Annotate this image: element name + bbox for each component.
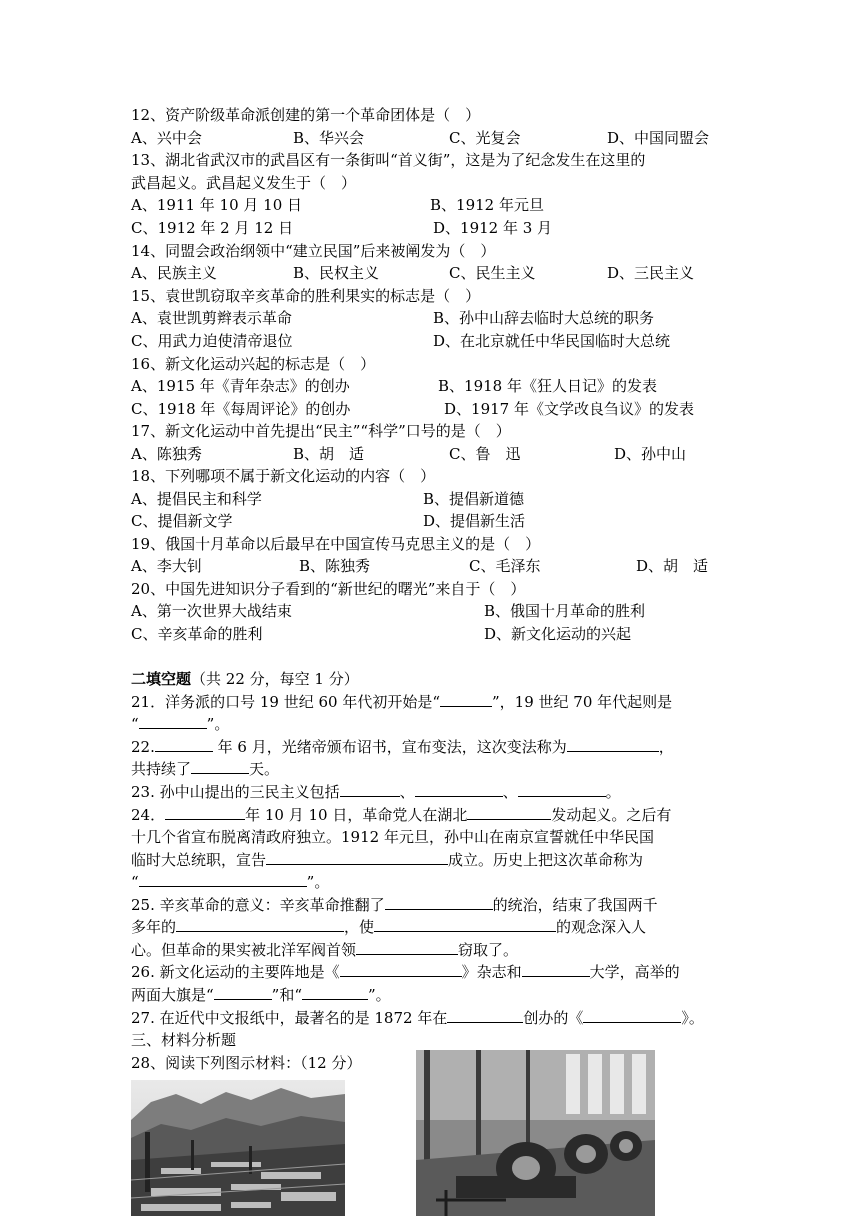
question-24	[131, 804, 671, 826]
q13-option-a: A、1911 年 10 月 10 日	[131, 196, 303, 214]
section-2-note: （共 22 分，每空 1 分）	[191, 670, 359, 688]
q24-blank-4[interactable]	[139, 871, 307, 887]
q27-text-2: 创办的《	[523, 1009, 584, 1027]
question-14: 14、同盟会政治纲领中“建立民国”后来被阐发为（ ）	[131, 242, 496, 260]
q25-text-5: 的观念深入人	[556, 918, 647, 936]
q24-text-7: ”。	[306, 873, 330, 891]
question-26-line2	[131, 984, 391, 1006]
q23-blank-3[interactable]	[518, 781, 606, 797]
q24-text-2: 年 10 月 10 日，革命党人在湖北	[245, 806, 468, 824]
q25-blank-4[interactable]	[356, 939, 458, 955]
q23-blank-1[interactable]	[340, 781, 400, 797]
q13-option-b: B、1912 年元旦	[430, 196, 544, 214]
factory-machinery-photo	[416, 1050, 655, 1216]
question-24-line4	[131, 871, 329, 893]
q19-option-d: D、胡 适	[636, 557, 709, 575]
question-21-cont	[131, 713, 229, 735]
q26-text-3: 大学，高举的	[589, 963, 680, 981]
q26-blank-4[interactable]	[302, 984, 368, 1000]
q14-option-d: D、三民主义	[607, 264, 695, 282]
q17-option-c: C、鲁 迅	[449, 445, 521, 463]
q19-option-c: C、毛泽东	[469, 557, 541, 575]
q17-option-d: D、孙中山	[614, 445, 687, 463]
section-2-heading	[131, 668, 359, 690]
q23-text-1: 23. 孙中山提出的三民主义包括	[131, 783, 340, 801]
q25-text-3: 多年的	[131, 918, 177, 936]
q26-blank-1[interactable]	[340, 961, 462, 977]
question-25-line3	[131, 939, 518, 961]
q26-blank-3[interactable]	[214, 984, 272, 1000]
q17-option-a: A、陈独秀	[131, 445, 202, 463]
q15-option-a: A、袁世凯剪辫表示革命	[131, 309, 292, 327]
q26-blank-2[interactable]	[522, 961, 590, 977]
q15-option-c: C、用武力迫使清帝退位	[131, 332, 293, 350]
q21-text-2: ”，19 世纪 70 年代起则是	[492, 693, 673, 711]
q24-blank-3[interactable]	[266, 849, 448, 865]
q26-text-6: ”。	[368, 986, 391, 1004]
q21-blank-1[interactable]	[440, 691, 492, 707]
q21-blank-2[interactable]	[139, 713, 207, 729]
q13-option-c: C、1912 年 2 月 12 日	[131, 219, 294, 237]
q24-text-4: 临时大总统职，宣告	[131, 851, 267, 869]
q25-text-2: 的统治，结束了我国两千	[492, 896, 658, 914]
q21-text-1: 21．洋务派的口号 19 世纪 60 年代初开始是“	[131, 693, 441, 711]
q23-blank-2[interactable]	[415, 781, 503, 797]
q16-option-d: D、1917 年《文学改良刍议》的发表	[444, 400, 694, 418]
question-27	[131, 1007, 704, 1029]
q12-option-a: A、兴中会	[131, 129, 202, 147]
q24-blank-1[interactable]	[165, 804, 245, 820]
q19-option-b: B、陈独秀	[299, 557, 371, 575]
q22-text-5: 天。	[249, 760, 280, 778]
q18-option-a: A、提倡民主和科学	[131, 490, 262, 508]
q23-text-2: 、	[399, 783, 415, 801]
section-3-heading: 三、材料分析题	[131, 1031, 237, 1049]
q27-blank-2[interactable]	[583, 1007, 681, 1023]
q18-option-d: D、提倡新生活	[423, 512, 526, 530]
q16-option-a: A、1915 年《青年杂志》的创办	[131, 377, 350, 395]
q24-text-5: 成立。历史上把这次革命称为	[448, 851, 644, 869]
q18-option-b: B、提倡新道德	[423, 490, 525, 508]
q20-option-d: D、新文化运动的兴起	[484, 625, 632, 643]
q14-option-c: C、民生主义	[449, 264, 536, 282]
question-25	[131, 894, 658, 916]
q26-text-1: 26. 新文化运动的主要阵地是《	[131, 963, 340, 981]
q21-text-4: ”。	[206, 715, 230, 733]
q25-blank-2[interactable]	[176, 916, 344, 932]
question-12: 12、资产阶级革命派创建的第一个革命团体是（ ）	[131, 106, 481, 124]
q25-text-6: 心。但革命的果实被北洋军阀首领	[131, 941, 357, 959]
q20-option-a: A、第一次世界大战结束	[131, 602, 292, 620]
q24-text-1: 24．	[131, 806, 166, 824]
q16-option-c: C、1918 年《每周评论》的创办	[131, 400, 351, 418]
question-17: 17、新文化运动中首先提出“民主”“科学”口号的是（ ）	[131, 422, 511, 440]
q22-text-1: 22.	[131, 738, 155, 756]
q27-blank-1[interactable]	[447, 1007, 523, 1023]
q15-option-d: D、在北京就任中华民国临时大总统	[433, 332, 671, 350]
q25-blank-3[interactable]	[374, 916, 556, 932]
q25-blank-1[interactable]	[385, 894, 493, 910]
q19-option-a: A、李大钊	[131, 557, 202, 575]
q26-text-5: ”和“	[271, 986, 303, 1004]
q17-option-b: B、胡 适	[293, 445, 365, 463]
hanyang-ironworks-photo	[131, 1080, 345, 1216]
question-15: 15、袁世凯窃取辛亥革命的胜利果实的标志是（ ）	[131, 287, 481, 305]
q22-text-3: ，	[658, 738, 674, 756]
q25-text-4: ，使	[344, 918, 375, 936]
q22-text-4: 共持续了	[131, 760, 192, 778]
question-18: 18、下列哪项不属于新文化运动的内容（ ）	[131, 467, 436, 485]
q22-blank-1[interactable]	[155, 736, 213, 752]
q26-text-2: 》杂志和	[461, 963, 522, 981]
question-21	[131, 691, 672, 713]
question-26	[131, 961, 680, 983]
q24-text-6: “	[131, 873, 139, 891]
q12-option-b: B、华兴会	[293, 129, 365, 147]
q18-option-c: C、提倡新文学	[131, 512, 233, 530]
q23-text-3: 、	[502, 783, 518, 801]
question-20: 20、中国先进知识分子看到的“新世纪的曙光”来自于（ ）	[131, 580, 526, 598]
q21-text-3: “	[131, 715, 139, 733]
question-25-line2	[131, 916, 646, 938]
question-24-line3	[131, 849, 643, 871]
q26-text-4: 两面大旗是“	[131, 986, 214, 1004]
q20-option-c: C、辛亥革命的胜利	[131, 625, 263, 643]
q25-text-1: 25. 辛亥革命的意义：辛亥革命推翻了	[131, 896, 385, 914]
q12-option-c: C、光复会	[449, 129, 521, 147]
q24-blank-2[interactable]	[467, 804, 551, 820]
question-16: 16、新文化运动兴起的标志是（ ）	[131, 355, 376, 373]
question-23	[131, 781, 621, 803]
q13-option-d: D、1912 年 3 月	[433, 219, 553, 237]
q27-text-1: 27. 在近代中文报纸中，最著名的是 1872 年在	[131, 1009, 448, 1027]
q22-blank-2[interactable]	[567, 736, 659, 752]
q14-option-a: A、民族主义	[131, 264, 217, 282]
q22-blank-3[interactable]	[191, 758, 249, 774]
question-13: 13、湖北省武汉市的武昌区有一条街叫“首义街”，这是为了纪念发生在这里的	[131, 151, 646, 169]
question-22-cont	[131, 758, 279, 780]
question-13-cont: 武昌起义。武昌起义发生于（ ）	[131, 174, 357, 192]
q20-option-b: B、俄国十月革命的胜利	[484, 602, 646, 620]
q12-option-d: D、中国同盟会	[607, 129, 710, 147]
q27-text-3: 》。	[681, 1009, 704, 1027]
question-28: 28、阅读下列图示材料：（12 分）	[131, 1054, 362, 1072]
section-2-title: 二填空题	[131, 670, 192, 688]
q25-text-7: 窃取了。	[458, 941, 519, 959]
q16-option-b: B、1918 年《狂人日记》的发表	[438, 377, 657, 395]
question-19: 19、俄国十月革命以后最早在中国宣传马克思主义的是（ ）	[131, 535, 541, 553]
q22-text-2: 年 6 月，光绪帝颁布诏书，宣布变法，这次变法称为	[212, 738, 567, 756]
q14-option-b: B、民权主义	[293, 264, 380, 282]
q15-option-b: B、孙中山辞去临时大总统的职务	[433, 309, 655, 327]
question-22	[131, 736, 674, 758]
q24-text-3: 发动起义。之后有	[551, 806, 672, 824]
question-24-line2: 十几个省宣布脱离清政府独立。1912 年元旦，孙中山在南京宣誓就任中华民国	[131, 828, 654, 846]
q23-text-4: 。	[605, 783, 621, 801]
